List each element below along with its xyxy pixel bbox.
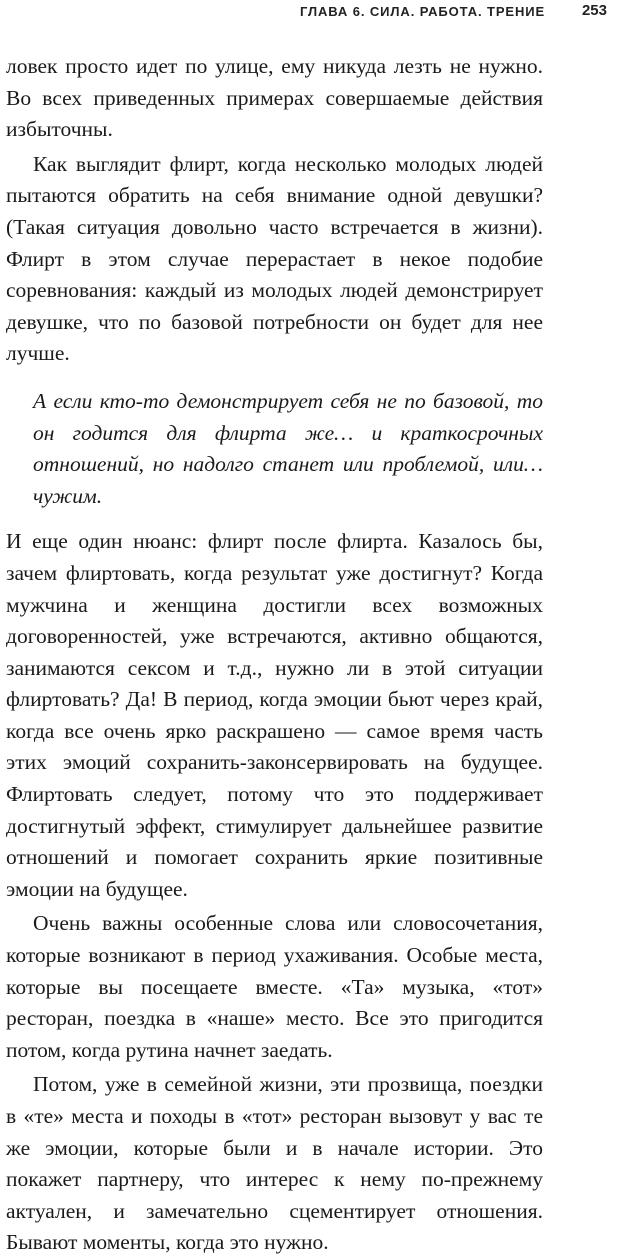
body-text bbox=[6, 51, 543, 1259]
paragraph: Потом, уже в семейной жизни, эти прозвища, поездки в «те» места и походы в «тот» ресторан вызовут у вас те же эмоции, которые были и в начале истории. Это покажет партнеру, что интерес к нему по-прежнему актуален, и замечательно сцементирует отношения. Бывают моменты, когда это нужно. bbox=[6, 1072, 543, 1255]
paragraph: И еще один нюанс: флирт после флирта. Казалось бы, зачем флиртовать, когда результат уже достигнут? Когда мужчина и женщина достигли всех возможных договоренностей, уже встречаются, активно общаются, занимаются сексом и т.д., нужно ли в этой ситуации флиртовать? Да! В период, когда эмоции бьют через край, когда все очень ярко раскрашено — самое время часть этих эмоций сохранить-законсервировать на будущее. Флиртовать следует, потому что это поддерживает достигнутый эффект, стимулирует дальнейшее развитие отношений и помогает сохранить яркие позитивные эмоции на будущее. bbox=[6, 529, 543, 901]
paragraph-continuation: ловек просто идет по улице, ему никуда лезть не нужно. Во всех приведенных примерах совершаемые действия избыточны. bbox=[6, 54, 543, 142]
paragraph: Очень важны особенные слова или словосочетания, которые возникают в период ухаживания. Особые места, которые вы посещаете вместе. «Та» музыка, «тот» ресторан, поездка в «наше» место. Все это пригодится потом, когда рутина начнет заедать. bbox=[6, 911, 543, 1062]
running-header: ГЛАВА 6. СИЛА. РАБОТА. ТРЕНИЕ bbox=[300, 4, 546, 19]
paragraph: Как выглядит флирт, когда несколько молодых людей пытаются обратить на себя внимание одной девушки? (Такая ситуация довольно часто встречается в жизни). Флирт в этом случае перерастает в некое подобие соревнования: каждый из молодых людей демонстрирует девушке, что по базовой потребности он будет для нее лучше. bbox=[6, 151, 543, 366]
page-number: 253 bbox=[581, 2, 607, 19]
italic-quote: А если кто-то демонстрирует себя не по базовой, то он годится для флирта же… и краткосрочных отношений, но надолго станет или проблемой, или… чужим. bbox=[33, 388, 543, 508]
